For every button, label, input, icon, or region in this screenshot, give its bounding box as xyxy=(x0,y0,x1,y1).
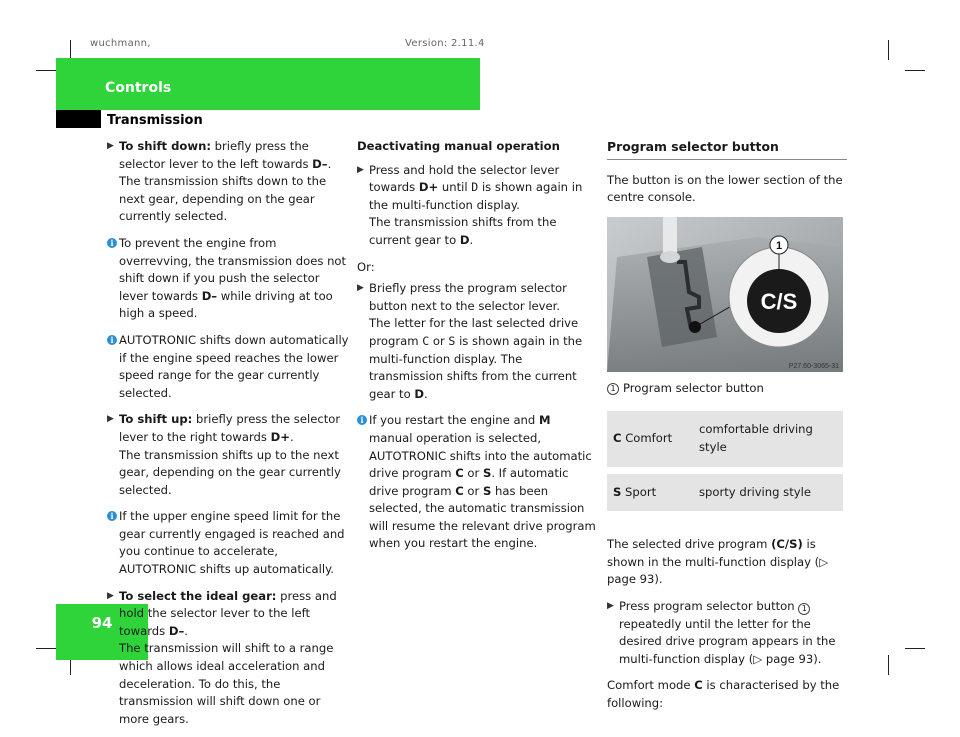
step-text: Briefly press the program selector button next to the selector lever. xyxy=(369,281,567,313)
step-lead: To select the ideal gear: xyxy=(119,588,277,603)
info-text: or xyxy=(463,483,483,498)
info-icon: i xyxy=(107,238,117,248)
step-text: Press and hold the selector lever towards xyxy=(369,162,560,195)
step-repeat-press xyxy=(607,598,847,668)
display-symbol: S xyxy=(448,333,456,348)
callout-circle-icon: 1 xyxy=(798,603,810,615)
step-text: briefly press the selector lever to the left towards xyxy=(119,139,313,171)
image-code: P27.60-3065-31 xyxy=(788,362,839,370)
mode-name: Comfort xyxy=(621,431,673,446)
step-text: page 93). xyxy=(762,651,822,666)
arrow-right-icon: ▶ xyxy=(107,141,114,151)
paragraph-text: The selected drive program xyxy=(607,537,772,552)
step-result: The transmission shifts from the current gear to xyxy=(369,215,557,247)
column-3 xyxy=(607,138,847,713)
column-2 xyxy=(357,138,597,562)
step-result: The transmission shifts up to the next gear, depending on the gear currently selected. xyxy=(119,447,341,497)
page-number: 94 xyxy=(91,614,113,632)
info-text: AUTOTRONIC shifts down automatically if the engine speed reaches the lower speed range for the gear currently selected. xyxy=(119,332,349,400)
arrow-right-icon: ▶ xyxy=(607,600,614,611)
info-auto-upshift xyxy=(107,508,352,578)
table-row xyxy=(607,411,843,470)
step-text: briefly press the selector lever to the right towards xyxy=(119,412,341,444)
step-target: D– xyxy=(312,156,328,171)
meta-version: Version: 2.11.4 xyxy=(405,38,485,49)
page-title: Transmission xyxy=(107,113,203,128)
step-shift-up xyxy=(107,411,352,499)
console-illustration xyxy=(607,217,843,372)
mode-letter: S xyxy=(613,484,622,499)
info-bold: S xyxy=(482,466,492,481)
step-text: press and hold the selector lever to the left towards xyxy=(119,588,337,638)
cs-button-text: C/S xyxy=(760,288,798,314)
caption-text: Program selector button xyxy=(623,380,764,395)
arrow-right-icon: ▶ xyxy=(357,164,364,175)
mode-desc-cell: sporty driving style xyxy=(693,470,843,515)
drive-program-paragraph xyxy=(607,536,847,589)
info-bold: M xyxy=(538,413,551,428)
column-1 xyxy=(107,138,352,737)
step-text: is shown again in the multi-function display. xyxy=(369,180,583,212)
mode-desc-cell: comfortable driving style xyxy=(693,411,843,470)
step-text: or xyxy=(429,333,449,348)
paragraph-bold: (C/S) xyxy=(771,537,803,552)
arrow-right-icon: ▶ xyxy=(357,283,364,294)
step-text: repeatedly until the letter for the desired drive program appears in the multi-function display ( xyxy=(619,616,836,666)
step-hold-lever xyxy=(357,162,597,250)
info-bold: S xyxy=(482,483,492,498)
intro-text: The button is on the lower section of the centre console. xyxy=(607,172,843,205)
info-end: while driving at too high a speed. xyxy=(119,288,333,321)
paragraph-text: is characterised by the following: xyxy=(607,678,840,710)
crop-mark xyxy=(888,40,889,60)
step-result-bold: D xyxy=(459,232,470,247)
step-ideal-gear xyxy=(107,588,352,729)
header-marker xyxy=(56,110,101,128)
info-overrev xyxy=(107,235,352,323)
display-symbol: D xyxy=(471,180,479,195)
info-auto-downshift xyxy=(107,332,352,402)
meta-left: wuchmann, xyxy=(90,38,151,49)
crop-mark xyxy=(70,40,71,60)
info-icon: i xyxy=(357,415,367,425)
drive-mode-table xyxy=(607,411,843,518)
step-result: The transmission shifts down to the next gear, depending on the gear currently selected. xyxy=(119,174,327,224)
section-label: Controls xyxy=(105,80,172,96)
step-target: D+ xyxy=(270,429,290,444)
step-lead: To shift down: xyxy=(119,139,211,153)
step-bold: D+ xyxy=(418,180,439,195)
step-lead: To shift up: xyxy=(119,412,193,427)
info-text: If you restart the engine and xyxy=(369,413,539,428)
info-text: To prevent the engine from overrevving, the transmission does not shift down if you push the selector lever towards xyxy=(119,235,347,303)
crop-mark xyxy=(905,70,925,71)
crop-mark xyxy=(36,648,56,649)
step-end: . xyxy=(289,429,294,444)
info-bold: C xyxy=(455,483,464,498)
section-heading: Deactivating manual operation xyxy=(357,139,560,153)
info-text: manual operation is selected, AUTOTRONIC shifts into the automatic drive program xyxy=(369,430,592,481)
mode-name-cell xyxy=(607,470,693,515)
step-result: The transmission will shift to a range which allows ideal acceleration and deceleration. To do this, the transmission will shift down one or more gears. xyxy=(119,641,334,726)
info-text: . If automatic drive program xyxy=(369,466,569,498)
step-end: . xyxy=(424,386,428,401)
crop-mark xyxy=(36,70,56,71)
paragraph-text: is shown in the multi-function display ( xyxy=(607,537,820,569)
page-ref-arrow-icon: ▷ xyxy=(753,651,763,666)
paragraph-text: page 93). xyxy=(607,572,663,587)
info-bold: C xyxy=(455,466,464,481)
console-photo xyxy=(607,217,843,372)
mode-name: Sport xyxy=(621,484,657,499)
step-target: D– xyxy=(168,623,185,638)
image-caption xyxy=(607,380,847,398)
step-bold: D xyxy=(414,386,424,401)
step-text: until xyxy=(438,180,472,195)
mode-name-cell xyxy=(607,411,693,470)
arrow-right-icon: ▶ xyxy=(107,414,114,425)
info-bold: D– xyxy=(201,288,218,303)
step-press-button xyxy=(357,280,597,403)
callout-circle-icon: 1 xyxy=(607,383,619,395)
step-text: is shown again in the multi-function display. The transmission shifts from the current gear to xyxy=(369,333,583,401)
paragraph-bold: C xyxy=(694,678,703,693)
table-row xyxy=(607,470,843,515)
info-text: has been selected, the automatic transmission will resume the relevant drive program when you restart the engine. xyxy=(369,483,596,551)
info-restart xyxy=(357,412,597,553)
callout-number: 1 xyxy=(775,239,783,252)
arrow-right-icon: ▶ xyxy=(107,590,114,601)
section-heading: Program selector button xyxy=(607,138,847,160)
step-text: The letter for the last selected drive program xyxy=(369,316,579,348)
step-shift-down xyxy=(107,138,352,226)
paragraph-text: Comfort mode xyxy=(607,678,695,693)
display-symbol: C xyxy=(422,333,430,348)
info-text: or xyxy=(463,466,483,481)
step-end: . xyxy=(184,623,188,638)
mode-letter: C xyxy=(613,431,622,446)
comfort-paragraph xyxy=(607,677,847,712)
info-text: If the upper engine speed limit for the gear currently engaged is reached and you continue to accelerate, AUTOTRONIC shifts up automatically. xyxy=(119,509,345,577)
page-ref-arrow-icon: ▷ xyxy=(819,554,829,569)
crop-mark xyxy=(905,648,925,649)
step-text: Press program selector button xyxy=(619,598,799,613)
step-end: . xyxy=(327,156,332,171)
crop-mark xyxy=(888,655,889,675)
step-result-end: . xyxy=(469,232,474,247)
or-label: Or: xyxy=(357,259,375,274)
info-icon: i xyxy=(107,335,117,345)
info-icon: i xyxy=(107,511,117,521)
